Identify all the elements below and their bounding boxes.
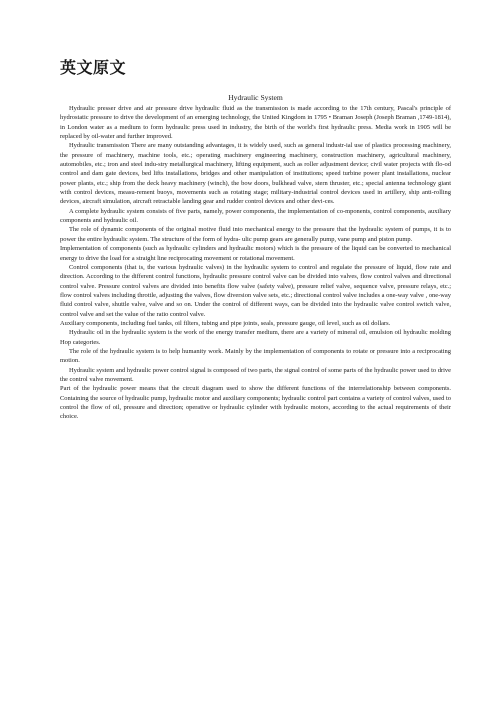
- article-title: Hydraulic System: [228, 93, 283, 102]
- paragraph: Control components (that is, the various hydraulic valves) in the hydraulic system to control and regulate the pressure of liquid, flow rate and direction. According to the different control functions, hydraulic pressure control valve can be divided into valves, flow control valves and directional control valve. Pressure control valves are divided into benefits flow valve (safety valve), pressure relief valve, sequence valve, pressure relays, etc.; flow control valves including throttle, adjusting the valves, flow diversion valve sets, etc.; directional control valve includes a one-way valve , one-way fluid control valve, shuttle valve, valve and so on. Under the control of different ways, can be divided into the hydraulic valve control switch valve, control valve and set the value of the ratio control valve.: [60, 263, 451, 318]
- paragraph: Part of the hydraulic power means that the circuit diagram used to show the different functions of the interrelationship between components. Containing the source of hydraulic pump, hydraulic motor and auxiliary components; hydraulic control part contains a variety of control valves, used to control the flow of oil, pressure and direction; operative or hydraulic cylinder with hydraulic motors, according to the actual requirements of their choice.: [60, 385, 451, 421]
- document-page: [60, 58, 451, 422]
- paragraph: Hydraulic system and hydraulic power control signal is composed of two parts, the signal control of some parts of the hydraulic power used to drive the control valve movement.: [60, 366, 451, 383]
- paragraph: Hydraulic presser drive and air pressure drive hydraulic fluid as the transmission is made according to the 17th century, Pascal's principle of hydrostatic pressure to drive the development of an emerging technology, the United Kingdom in 1795 • Braman Joseph (Joseph Braman ,1749-1814), in London water as a medium to form hydraulic press used in industry, the birth of the world's first hydraulic press. Media work in 1905 will be replaced by oil-water and further improved.: [60, 105, 451, 141]
- paragraph: A complete hydraulic system consists of five parts, namely, power components, the implementation of co-mponents, control components, auxiliary components and hydraulic oil.: [60, 207, 451, 225]
- paragraph: The role of the hydraulic system is to help humanity work. Mainly by the implementation of components to rotate or pressure into a reciprocating motion.: [60, 347, 451, 365]
- paragraph: Hydraulic transmission There are many outstanding advantages, it is widely used, such as general industr-ial use of plastics processing machinery, the pressure of machinery, machine tools, etc.; operating machinery engineering machinery, construction machinery, agricultural machinery, automobiles, etc.; iron and steel indu-stry metallurgical machinery, lifting equipment, such as roller adjustment device; civil water projects with flo-od control and dam gate devices, bed lifts installations, bridges and other manipulation of institutions; speed turbine power plant installations, nuclear power plants, etc.; ship from the deck heavy machinery (winch), the bow doors, bulkhead valve, stern thruster, etc.; special antenna technology giant with control devices, measu-rement buoys, movements such as rotating stage; military-industrial control devices used in artillery, ship anti-rolling devices, aircraft simulation, aircraft retractable landing gear and rudder control devices and other devi-ces.: [60, 142, 451, 206]
- article-body: [60, 104, 451, 422]
- paragraph: The role of dynamic components of the original motive fluid into mechanical energy to the pressure that the hydraulic system of pumps, it is to power the entire hydraulic system. The structure of the form of hydra- ulic pump gears are generally pump, vane pump and piston pump.: [60, 226, 451, 243]
- paragraph: Implementation of components (such as hydraulic cylinders and hydraulic motors) which is the pressure of the liquid can be converted to mechanical energy to drive the load for a straight line reciprocating movement or rotational movement.: [60, 245, 451, 262]
- paragraph: Auxiliary components, including fuel tanks, oil filters, tubing and pipe joints, seals, pressure gauge, oil level, such as oil dollars.: [60, 319, 391, 327]
- paragraph: Hydraulic oil in the hydraulic system is the work of the energy transfer medium, there are a variety of mineral oil, emulsion oil hydraulic molding Hop categories.: [60, 329, 451, 346]
- section-heading: 英文原文: [60, 58, 127, 77]
